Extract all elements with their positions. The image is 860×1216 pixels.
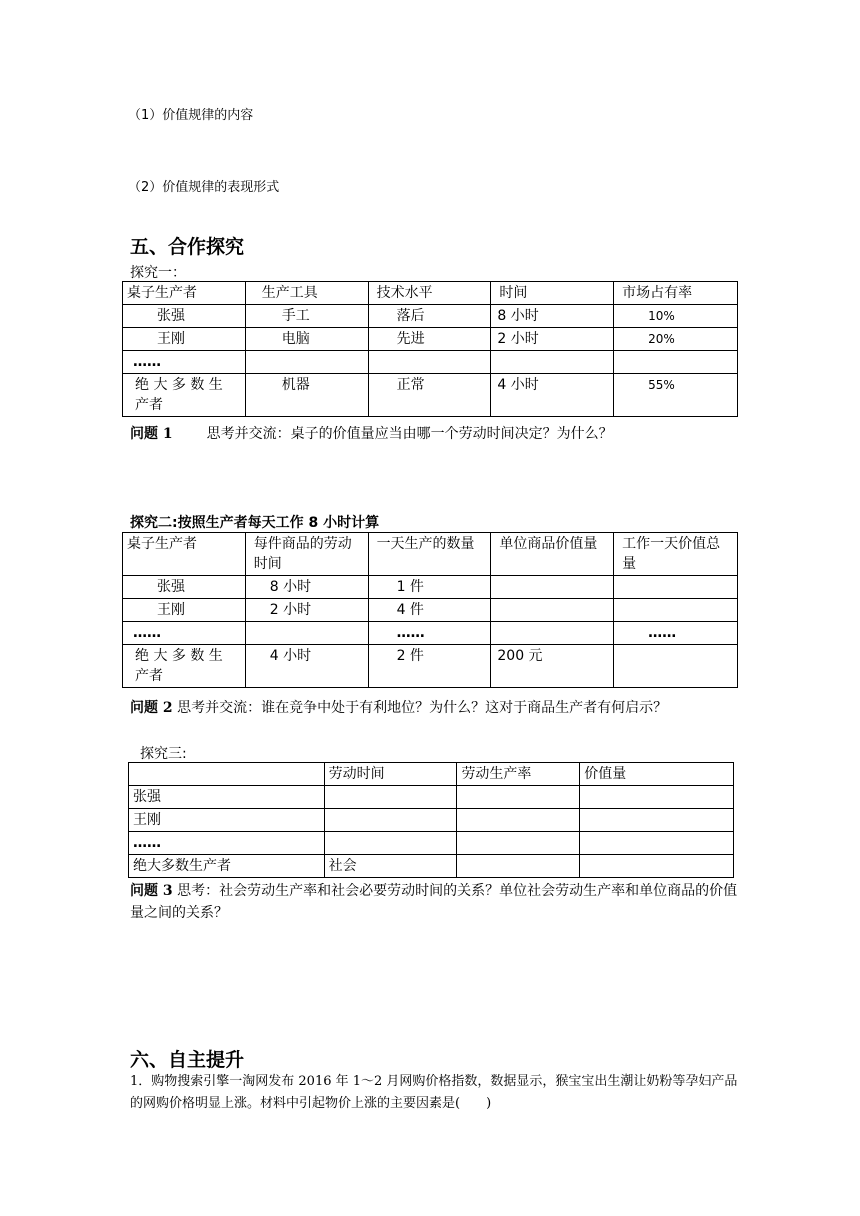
table-row <box>123 576 738 599</box>
question2-text: 思考并交流：谁在竞争中处于有利地位？为什么？这对于商品生产者有何启示？ <box>177 700 668 716</box>
table-cell: 张强 <box>123 576 246 599</box>
table-cell: …… <box>129 832 325 855</box>
table-cell: 先进 <box>368 328 491 351</box>
table-row <box>123 645 738 688</box>
question2-number: 问题 2 <box>130 700 173 716</box>
table-cell: 绝 大 多 数 生 产者 <box>123 645 246 688</box>
table-cell <box>580 809 734 832</box>
question2 <box>130 697 740 719</box>
table-cell: 张强 <box>123 305 246 328</box>
table-row <box>123 599 738 622</box>
question1-number: 问题 1 <box>130 426 173 442</box>
table-cell <box>491 576 614 599</box>
table-cell <box>580 832 734 855</box>
table-row <box>129 832 734 855</box>
table-header-row <box>123 533 738 576</box>
table-cell <box>457 832 580 855</box>
table-cell <box>245 622 368 645</box>
explore2-label: 探究二:按照生产者每天工作 8 小时计算 <box>130 515 380 531</box>
table-cell <box>324 809 457 832</box>
table-cell <box>491 599 614 622</box>
table-row <box>123 351 738 374</box>
table-cell <box>614 599 738 622</box>
table-row <box>129 855 734 878</box>
item-value-law-content: （1）价值规律的内容 <box>128 108 254 123</box>
table-cell: 2 件 <box>368 645 491 688</box>
explore3-table <box>128 762 734 878</box>
table-header: 工作一天价值总量 <box>614 533 738 576</box>
table-cell <box>245 351 368 374</box>
table-cell: 2 小时 <box>491 328 614 351</box>
table-cell: 4 小时 <box>245 645 368 688</box>
table-header-row <box>123 282 738 305</box>
table-header: 劳动生产率 <box>457 763 580 786</box>
table-row <box>129 786 734 809</box>
table-cell <box>324 832 457 855</box>
table-cell: 王刚 <box>123 328 246 351</box>
table-cell: 张强 <box>129 786 325 809</box>
table-cell <box>324 786 457 809</box>
table-header: 技术水平 <box>368 282 491 305</box>
table-cell <box>614 576 738 599</box>
table-cell <box>457 786 580 809</box>
explore3-label: 探究三: <box>140 746 187 762</box>
section6-title: 六、自主提升 <box>130 1049 245 1071</box>
table-header: 桌子生产者 <box>123 282 246 305</box>
table-header: 劳动时间 <box>324 763 457 786</box>
table-header-row <box>129 763 734 786</box>
table-header <box>129 763 325 786</box>
table-cell: 机器 <box>245 374 368 417</box>
table-header: 每件商品的劳动时间 <box>245 533 368 576</box>
table-header: 价值量 <box>580 763 734 786</box>
section6-question1: 1．购物搜索引擎一淘网发布 2016 年 1～2 月网购价格指数，数据显示，猴宝宝出生潮让奶粉等孕妇产品的网购价格明显上涨。材料中引起物价上涨的主要因素是( ) <box>130 1074 738 1111</box>
table-cell: 正常 <box>368 374 491 417</box>
explore1-table <box>122 281 738 417</box>
table-row <box>123 622 738 645</box>
table-cell: 8 小时 <box>491 305 614 328</box>
table-cell: 电脑 <box>245 328 368 351</box>
table-cell <box>368 351 491 374</box>
table-cell: 绝大多数生产者 <box>129 855 325 878</box>
item-value-law-form: （2）价值规律的表现形式 <box>128 180 280 195</box>
table-cell <box>457 855 580 878</box>
table-cell <box>491 351 614 374</box>
table-header: 市场占有率 <box>614 282 738 305</box>
question3 <box>130 880 740 924</box>
table-cell: 绝 大 多 数 生 产者 <box>123 374 246 417</box>
question3-number: 问题 3 <box>130 883 173 899</box>
table-cell <box>580 855 734 878</box>
table-header: 桌子生产者 <box>123 533 246 576</box>
table-cell: 王刚 <box>123 599 246 622</box>
explore2-table <box>122 532 738 688</box>
table-cell <box>580 786 734 809</box>
table-cell <box>457 809 580 832</box>
table-cell: …… <box>614 622 738 645</box>
explore1-label: 探究一： <box>130 265 186 281</box>
table-header: 单位商品价值量 <box>491 533 614 576</box>
section5-title: 五、合作探究 <box>130 236 245 258</box>
table-cell: 200 元 <box>491 645 614 688</box>
table-cell: 4 小时 <box>491 374 614 417</box>
table-row <box>123 305 738 328</box>
question3-text: 思考：社会劳动生产率和社会必要劳动时间的关系？单位社会劳动生产率和单位商品的价值量之间的关系？ <box>130 883 738 921</box>
table-cell: 20% <box>614 328 738 351</box>
table-cell: …… <box>368 622 491 645</box>
table-header: 一天生产的数量 <box>368 533 491 576</box>
table-cell: 手工 <box>245 305 368 328</box>
table-cell: 1 件 <box>368 576 491 599</box>
table-cell: 落后 <box>368 305 491 328</box>
table-cell: 2 小时 <box>245 599 368 622</box>
table-row <box>123 328 738 351</box>
table-cell <box>614 351 738 374</box>
table-cell: …… <box>123 351 246 374</box>
table-cell: 4 件 <box>368 599 491 622</box>
table-row <box>129 809 734 832</box>
table-cell: 8 小时 <box>245 576 368 599</box>
table-cell: 10% <box>614 305 738 328</box>
table-row <box>123 374 738 417</box>
table-cell <box>491 622 614 645</box>
table-cell: …… <box>123 622 246 645</box>
question1 <box>130 423 613 443</box>
table-cell: 55% <box>614 374 738 417</box>
table-header: 时间 <box>491 282 614 305</box>
question1-text: 思考并交流：桌子的价值量应当由哪一个劳动时间决定？为什么？ <box>206 426 613 442</box>
table-cell <box>614 645 738 688</box>
table-cell: 王刚 <box>129 809 325 832</box>
table-header: 生产工具 <box>245 282 368 305</box>
table-cell: 社会 <box>324 855 457 878</box>
